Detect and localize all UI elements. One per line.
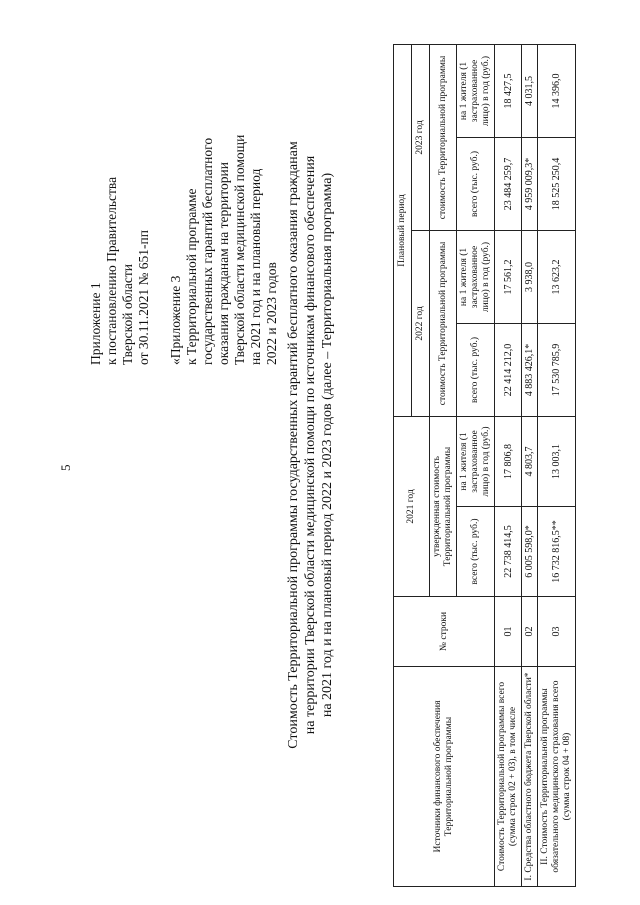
header-per-capita: на 1 жителя (1 застрахованное лицо) в год (руб.) xyxy=(457,230,495,323)
header-planned-period: Плановый период xyxy=(394,44,412,416)
header-per-capita: на 1 жителя (1 застрахованное лицо) в год (руб.) xyxy=(457,44,495,137)
header-program-cost-2022: стоимость Территориальной программы xyxy=(430,230,457,416)
cell-2022-total: 4 883 426,1* xyxy=(522,323,538,416)
row-number: 03 xyxy=(538,597,576,667)
header-total: всего (тыс. руб.) xyxy=(457,507,495,597)
document-title xyxy=(285,135,336,755)
row-label: II. Стоимость Территориальной программы обязательного медицинского страхования всего (сумма строк 04 + 08) xyxy=(538,667,576,887)
row-number: 01 xyxy=(495,597,522,667)
cell-2021-total: 16 732 816,5** xyxy=(538,507,576,597)
cell-2022-per-capita: 3 938,0 xyxy=(522,230,538,323)
appendix-line: от 30.11.2021 № 651-пп xyxy=(136,230,151,365)
row-label: I. Средства областного бюджета Тверской области* xyxy=(522,667,538,887)
cell-2023-per-capita: 4 031,5 xyxy=(522,44,538,137)
cell-2023-total: 23 484 259,7 xyxy=(495,137,522,230)
cell-2021-total: 22 738 414,5 xyxy=(495,507,522,597)
cell-2022-per-capita: 13 623,2 xyxy=(538,230,576,323)
financing-table xyxy=(393,44,576,887)
appendix-line: «Приложение 3 xyxy=(168,275,183,365)
cell-2023-total: 18 525 250,4 xyxy=(538,137,576,230)
appendix-line: государственных гарантий бесплатного xyxy=(200,137,215,365)
header-year-2023: 2023 год xyxy=(412,44,430,230)
row-number: 02 xyxy=(522,597,538,667)
appendix-line: Тверской области медицинской помощи xyxy=(232,134,247,365)
header-year-2022: 2022 год xyxy=(412,230,430,416)
appendix-line: оказания гражданам на территории xyxy=(216,162,231,365)
title-line: на 2021 год и на плановый период 2022 и 2023 годов (далее – Территориальная программа) xyxy=(320,172,335,718)
header-row-number: № строки xyxy=(394,597,495,667)
header-total: всего (тыс. руб.) xyxy=(457,137,495,230)
cell-2023-per-capita: 18 427,5 xyxy=(495,44,522,137)
title-line: Стоимость Территориальной программы государственных гарантий бесплатного оказания гражданам xyxy=(286,141,301,749)
cell-2023-per-capita: 14 396,0 xyxy=(538,44,576,137)
appendix-line: 2022 и 2023 годов xyxy=(264,262,279,365)
table-row xyxy=(538,44,576,886)
header-source: Источники финансового обеспечения Территориальной программы xyxy=(394,667,495,887)
cell-2021-per-capita: 17 806,8 xyxy=(495,416,522,506)
table-row xyxy=(495,44,522,886)
cell-2023-total: 4 959 009,3* xyxy=(522,137,538,230)
cell-2022-total: 22 414 212,0 xyxy=(495,323,522,416)
header-total: всего (тыс. руб.) xyxy=(457,323,495,416)
row-label: Стоимость Территориальной программы всего (сумма строк 02 + 03), в том числе xyxy=(495,667,522,887)
appendix-line: Тверской области xyxy=(120,264,135,365)
cell-2021-total: 6 005 598,0* xyxy=(522,507,538,597)
title-line: на территории Тверской области медицинской помощи по источникам финансового обеспечения xyxy=(303,155,318,735)
cell-2021-per-capita: 4 803,7 xyxy=(522,416,538,506)
header-per-capita: на 1 жителя (1 застрахованное лицо) в год (руб.) xyxy=(457,416,495,506)
appendix-line: к Территориальной программе xyxy=(184,188,199,365)
cell-2022-per-capita: 17 561,2 xyxy=(495,230,522,323)
table-row xyxy=(522,44,538,886)
cell-2021-per-capita: 13 003,1 xyxy=(538,416,576,506)
header-approved-cost: утвержденная стоимость Территориальной программы xyxy=(430,416,457,596)
appendix-line: на 2021 год и на плановый период xyxy=(248,168,263,365)
appendix-line: к постановлению Правительства xyxy=(104,176,119,365)
page-number: 5 xyxy=(58,464,73,471)
header-program-cost-2023: стоимость Территориальной программы xyxy=(430,44,457,230)
appendix-header xyxy=(88,25,280,365)
header-year-2021: 2021 год xyxy=(394,416,430,596)
cell-2022-total: 17 530 785,9 xyxy=(538,323,576,416)
appendix-line: Приложение 1 xyxy=(88,282,103,365)
